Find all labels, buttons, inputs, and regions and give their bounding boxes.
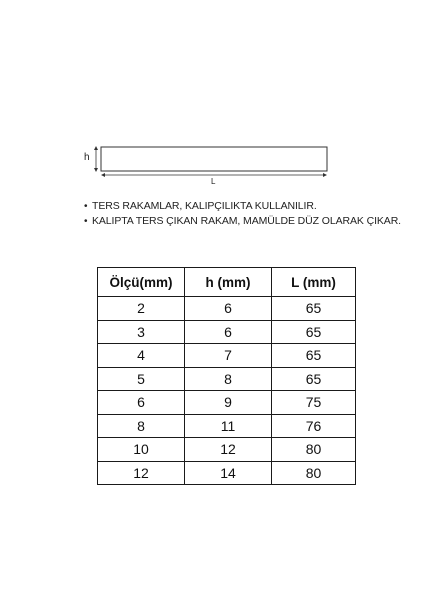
table-row — [98, 438, 356, 462]
cell-olcu: 5 — [98, 367, 185, 391]
cell-h: 14 — [185, 461, 272, 485]
cell-olcu: 4 — [98, 344, 185, 368]
length-arrow-left-icon — [101, 173, 105, 177]
length-arrow-right-icon — [323, 173, 327, 177]
table-row — [98, 461, 356, 485]
cell-h: 6 — [185, 297, 272, 321]
header-h: h (mm) — [185, 268, 272, 297]
bar-outline — [101, 147, 327, 171]
cell-h: 8 — [185, 367, 272, 391]
table-row — [98, 391, 356, 415]
cell-l: 75 — [272, 391, 356, 415]
height-label: h — [84, 152, 90, 163]
table-row — [98, 367, 356, 391]
note-text: TERS RAKAMLAR, KALIPÇILIKTA KULLANILIR. — [92, 200, 317, 212]
cell-l: 65 — [272, 297, 356, 321]
cell-olcu: 2 — [98, 297, 185, 321]
cell-olcu: 8 — [98, 414, 185, 438]
bullet-icon: • — [84, 216, 88, 227]
cell-h: 12 — [185, 438, 272, 462]
height-arrow-bottom-icon — [94, 168, 98, 172]
note-text: KALIPTA TERS ÇIKAN RAKAM, MAMÜLDE DÜZ OLARAK ÇIKAR. — [92, 215, 401, 227]
height-arrow-top-icon — [94, 146, 98, 150]
size-table — [97, 267, 356, 485]
cell-h: 6 — [185, 320, 272, 344]
length-label: L — [211, 177, 216, 186]
note-item — [84, 199, 420, 214]
cell-l: 80 — [272, 461, 356, 485]
cell-h: 7 — [185, 344, 272, 368]
table-row — [98, 414, 356, 438]
table-row — [98, 320, 356, 344]
notes-list — [84, 199, 420, 229]
bar-profile-drawing — [0, 0, 424, 200]
table-header-row — [98, 268, 356, 297]
cell-l: 65 — [272, 344, 356, 368]
header-l: L (mm) — [272, 268, 356, 297]
cell-h: 11 — [185, 414, 272, 438]
cell-olcu: 3 — [98, 320, 185, 344]
table-row — [98, 297, 356, 321]
cell-olcu: 10 — [98, 438, 185, 462]
cell-l: 65 — [272, 367, 356, 391]
cell-l: 65 — [272, 320, 356, 344]
header-olcu: Ölçü(mm) — [98, 268, 185, 297]
cell-l: 76 — [272, 414, 356, 438]
table-row — [98, 344, 356, 368]
dimension-diagram — [0, 0, 424, 200]
cell-olcu: 6 — [98, 391, 185, 415]
cell-h: 9 — [185, 391, 272, 415]
bullet-icon: • — [84, 201, 88, 212]
note-item — [84, 214, 420, 229]
cell-olcu: 12 — [98, 461, 185, 485]
cell-l: 80 — [272, 438, 356, 462]
